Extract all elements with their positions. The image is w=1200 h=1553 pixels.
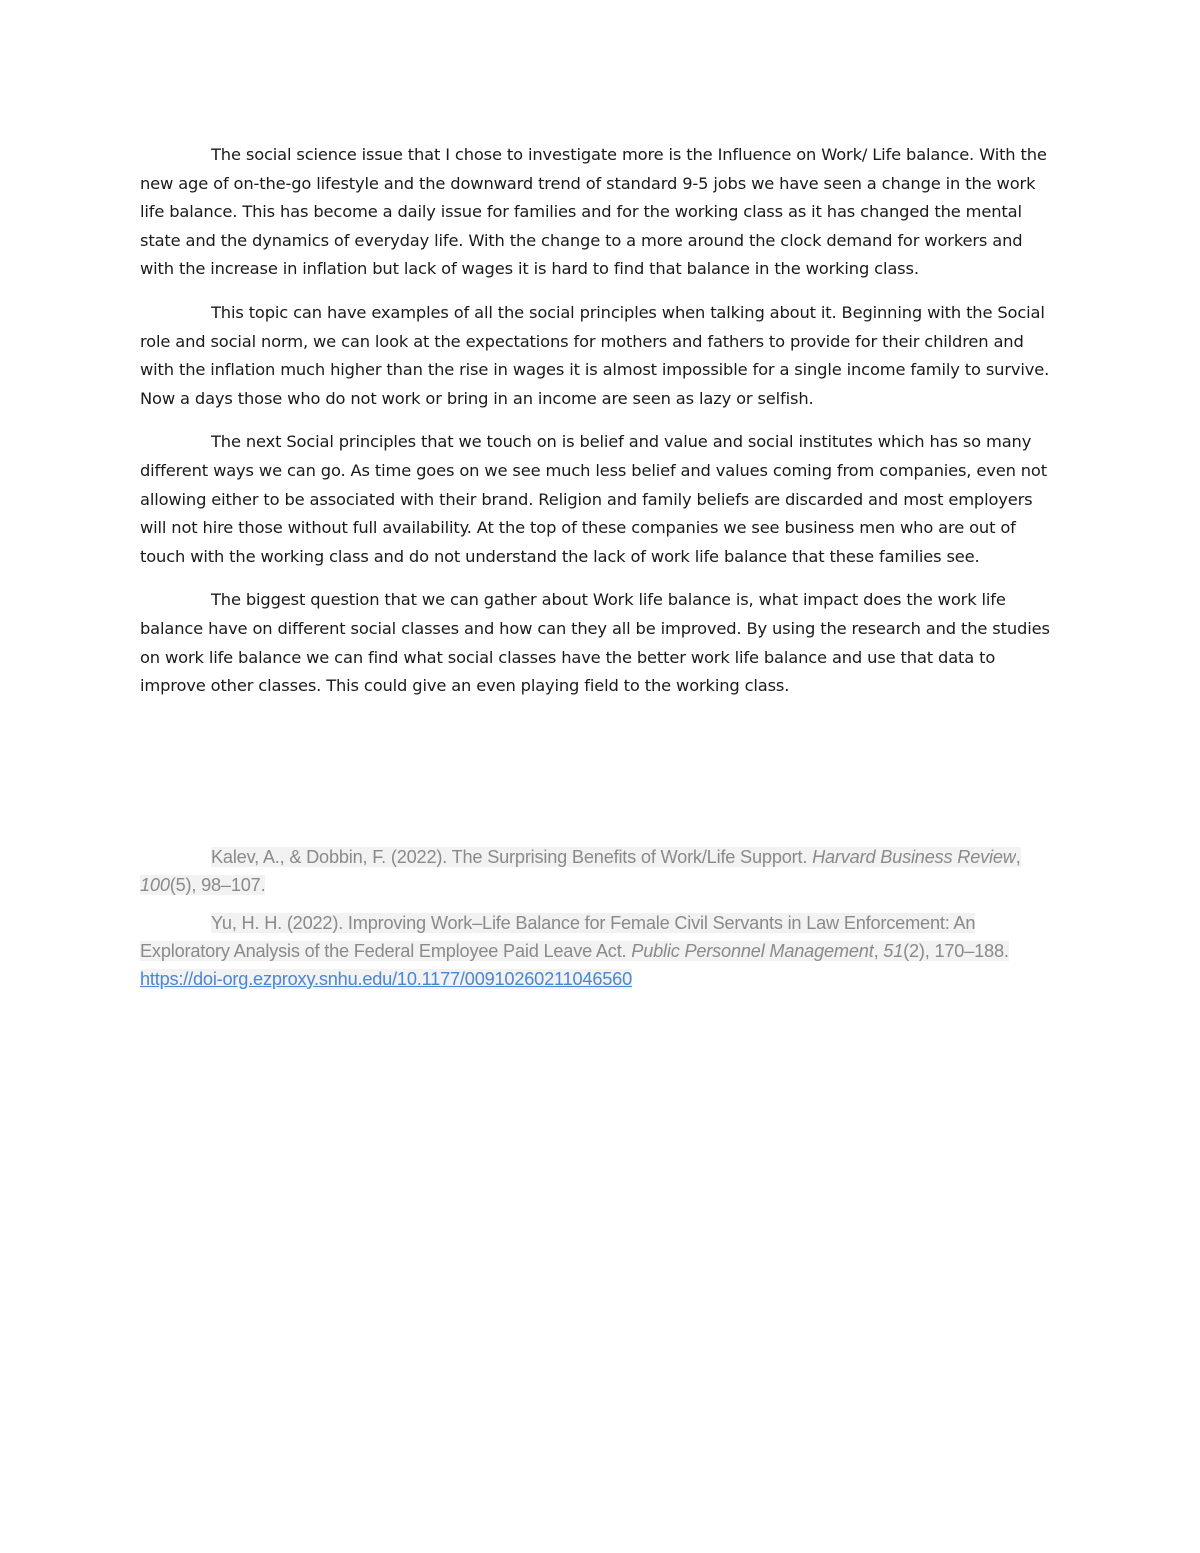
reference-1-journal: Harvard Business Review xyxy=(812,847,1016,867)
reference-2-issue-pages: (2), 170–188. xyxy=(903,941,1009,961)
reference-2-sep: , xyxy=(873,941,884,961)
reference-2-text: Yu, H. H. (2022). Improving Work–Life Balance for Female Civil Servants in Law Enforcement: An Exploratory Analysis of the Federal Employee Paid Leave Act. xyxy=(140,913,976,961)
reference-1-text: Kalev, A., & Dobbin, F. (2022). The Surprising Benefits of Work/Life Support. xyxy=(211,847,813,867)
reference-1-issue-pages: (5), 98–107. xyxy=(169,875,266,895)
reference-2-doi-link[interactable]: https://doi-org.ezproxy.snhu.edu/10.1177/00910260211046560 xyxy=(140,969,632,989)
reference-1-volume: 100 xyxy=(140,875,170,895)
paragraph-4: The biggest question that we can gather about Work life balance is, what impact does the work life balance have on different social classes and how can they all be improved. By using the research and the studies on work life balance we can find what social classes have the better work life balance and use that data to improve other classes. This could give an even playing field to the working class. xyxy=(140,590,1050,696)
reference-1 xyxy=(140,843,1060,899)
paragraph-3: The next Social principles that we touch on is belief and value and social institutes which has so many different ways we can go. As time goes on we see much less belief and values coming from companies, even not allowing either to be associated with their brand. Religion and family beliefs are discarded and most employers will not hire those without full availability. At the top of these companies we see business men who are out of touch with the working class and do not understand the lack of work life balance that these families see. xyxy=(140,432,1047,566)
reference-2 xyxy=(140,909,1060,993)
reference-2-journal: Public Personnel Management xyxy=(631,941,874,961)
essay-body xyxy=(140,141,1055,716)
paragraph-2: This topic can have examples of all the social principles when talking about it. Beginning with the Social role and social norm, we can look at the expectations for mothers and fathers to provide for their children and with the inflation much higher than the rise in wages it is almost impossible for a single income family to survive. Now a days those who do not work or bring in an income are seen as lazy or selfish. xyxy=(140,302,1050,408)
reference-2-volume: 51 xyxy=(883,941,904,961)
reference-1-sep: , xyxy=(1015,847,1021,867)
references-section xyxy=(140,843,1060,1003)
paragraph-1: The social science issue that I chose to investigate more is the Influence on Work/ Life balance. With the new age of on-the-go lifestyle and the downward trend of standard 9-5 jobs we have seen a change in the work life balance. This has become a daily issue for families and for the working class as it has changed the mental state and the dynamics of everyday life. With the change to a more around the clock demand for workers and with the increase in inflation but lack of wages it is hard to find that balance in the working class. xyxy=(140,145,1047,279)
